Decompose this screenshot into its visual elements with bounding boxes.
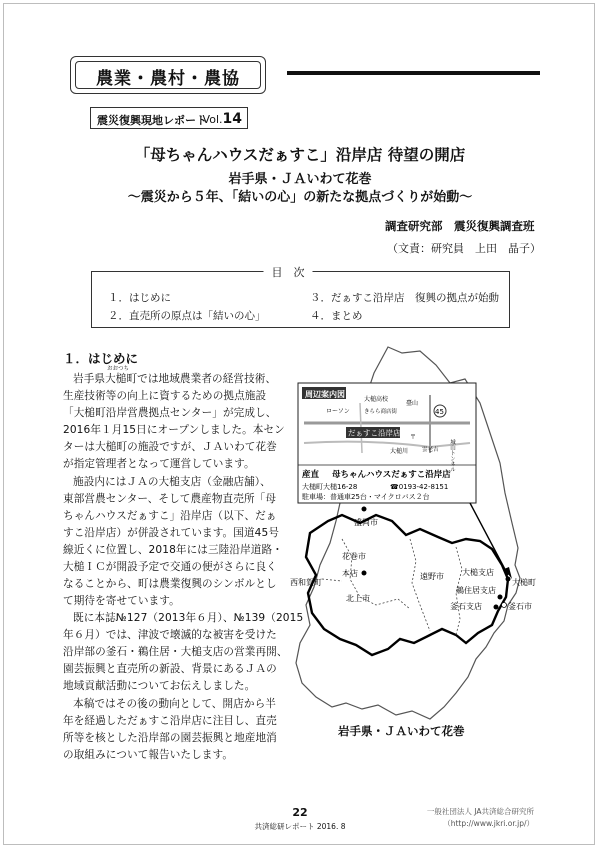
inset-title: 周辺案内図: [305, 390, 345, 399]
shop-name: 母ちゃんハウスだぁすこ沿岸店: [332, 470, 451, 480]
body-line: 大槌ＩＣが開設予定で交通の便がさらに良く: [63, 561, 277, 573]
inset-pointer: [470, 503, 508, 575]
organization-url: （http://www.jkri.or.jp/）: [443, 819, 534, 828]
lbl-otsuchi-high: 大槌高校: [364, 396, 389, 403]
series-volume: [203, 111, 242, 127]
body-line: 年６月）では、津波で壊滅的な被害を受けた: [63, 629, 277, 641]
body-line: 「大槌町沿岸営農拠点センター」が完成し、: [63, 407, 277, 419]
toc-item-4: ４．まとめ: [310, 310, 363, 322]
dot-otsuchi-branch: [506, 577, 511, 582]
city-otsuchi-town: 大槌町: [512, 578, 536, 587]
shop-kind: 産直: [302, 470, 320, 480]
lbl-shiroyama: 城山トンネル: [449, 439, 455, 472]
body-line: 所等を核とした沿岸部の園芸振興と地産地消: [63, 732, 277, 744]
shop-sign: だぁすこ沿岸店: [348, 428, 401, 438]
toc-item-3: ３．だぁすこ沿岸店 復興の拠点が始動: [310, 292, 499, 304]
series-label: 震災復興現地レポート: [97, 114, 207, 127]
body-line: 線近くに位置し、2018年には三陸沿岸道路・: [63, 544, 283, 556]
dot-unosumai: [498, 595, 503, 600]
city-tono: 遠野市: [420, 572, 444, 581]
city-kamaishi-city: 釜石市: [508, 602, 532, 611]
ruby-otsuchi: おおつち: [107, 366, 129, 372]
article-subtitle-2: ～震災から５年、「結いの心」の新たな拠点づくりが始動～: [127, 190, 473, 205]
city-kitakami: 北上市: [346, 594, 370, 603]
body-line: すこ沿岸店）が併設されています。国道45号: [63, 527, 280, 539]
lbl-river: 大槌川: [390, 448, 409, 455]
dot-kamaishi-branch: [494, 605, 499, 610]
lbl-kirara: きらら商店街: [364, 409, 398, 415]
dot-honten: [362, 571, 367, 576]
series-box: [90, 107, 248, 129]
city-morioka: 盛岡市: [354, 518, 378, 527]
body-line: 地域貢献活動についてお伝えしました。: [63, 680, 256, 692]
toc-item-1: １．はじめに: [108, 292, 171, 304]
body-line: 生産技術等の向上に資するための拠点施設: [63, 390, 267, 402]
body-line: が指定管理者となって運営しています。: [63, 458, 255, 470]
author-name: （文責：研究員 上田 晶子）: [387, 242, 541, 255]
dot-morioka: [362, 507, 367, 512]
author-dept: 調査研究部 震災復興調査班: [385, 219, 535, 233]
body-line: 東部営農センター、そして農産物直売所「母: [63, 493, 277, 505]
body-line: 園芸振興と直売所の新設、背景にあるＪＡの: [63, 663, 277, 675]
category-banner: [70, 56, 266, 94]
body-line: 岩手県大槌町では地域農業者の経営技術、: [73, 373, 277, 385]
city-otsuchi-branch: 大槌支店: [462, 568, 494, 577]
section-heading: １．はじめに: [63, 351, 139, 366]
body-line: 施設内にはＪＡの大槌支店（金融店舗）、: [73, 476, 271, 488]
body-line: の取組みについて報告いたします。: [63, 749, 234, 761]
iwate-map: [280, 343, 545, 723]
category-title: 農業・農村・農協: [96, 69, 240, 89]
lbl-lawson: ローソン: [326, 408, 350, 415]
city-nishiwaga: 西和賀町: [290, 578, 322, 587]
toc-item-2: ２．直売所の原点は「結いの心」: [108, 310, 266, 322]
city-kamaishi-branch: 釜石支店: [450, 602, 482, 611]
body-line: 沿岸部の釜石・鵜住居・大槌支店の営業再開、: [63, 646, 288, 658]
lbl-taiyama: 臺山: [406, 400, 419, 407]
body-line: 2016年１月15日にオープンしました。本セン: [63, 424, 285, 436]
map-caption: 岩手県・ＪＡいわて花巻: [338, 724, 465, 738]
route-45-label: 45: [435, 408, 444, 416]
toc-heading: 目 次: [264, 264, 313, 280]
shop-parking: 駐車場：普通車25台・マイクロバス２台: [302, 493, 430, 501]
municipal-boundary: [410, 539, 430, 631]
city-honten: 本店: [342, 569, 358, 578]
lbl-amagasaki: 雲老吉: [422, 447, 439, 453]
body-line: なることから、町は農業復興のシンボルとし: [63, 578, 277, 590]
body-line: ターは大槌町の施設ですが、ＪＡいわて花巻: [63, 441, 277, 453]
city-hanamaki: 花巻市: [342, 552, 366, 561]
publication-name: 共済総研レポート 2016. 8: [254, 822, 346, 831]
page-number: 22: [292, 806, 308, 819]
article-title: 「母ちゃんハウスだぁすこ」沿岸店 待望の開店: [134, 146, 466, 164]
body-line: 本稿ではその後の動向として、開店から半: [73, 698, 276, 710]
header-rule: [287, 71, 540, 75]
city-unosumai: 鵜住居支店: [456, 586, 496, 595]
dot-kamaishi-city: [502, 603, 507, 608]
body-line: ちゃんハウスだぁすこ」沿岸店（以下、だぁ: [63, 510, 277, 522]
lbl-post: 〒: [410, 434, 417, 441]
shop-tel: ☎0193-42-8151: [390, 483, 449, 491]
body-line: て期待を寄せています。: [63, 595, 180, 607]
body-line: 既に本誌№127（2013年６月）、№139（2015: [73, 612, 304, 624]
article-subtitle-1: 岩手県・ＪＡいわて花巻: [228, 172, 372, 187]
series-vol-prefix: Vol.: [202, 113, 223, 126]
shop-address: 大槌町大槌16-28: [302, 483, 358, 491]
body-line: 年を経過しただぁすこ沿岸店に注目し、直売: [63, 715, 277, 727]
municipal-boundary: [322, 579, 342, 581]
organization-name: 一般社団法人 JA共済総合研究所: [426, 807, 534, 816]
series-vol-number: 14: [222, 111, 242, 127]
ja-area-outline: [306, 515, 508, 655]
